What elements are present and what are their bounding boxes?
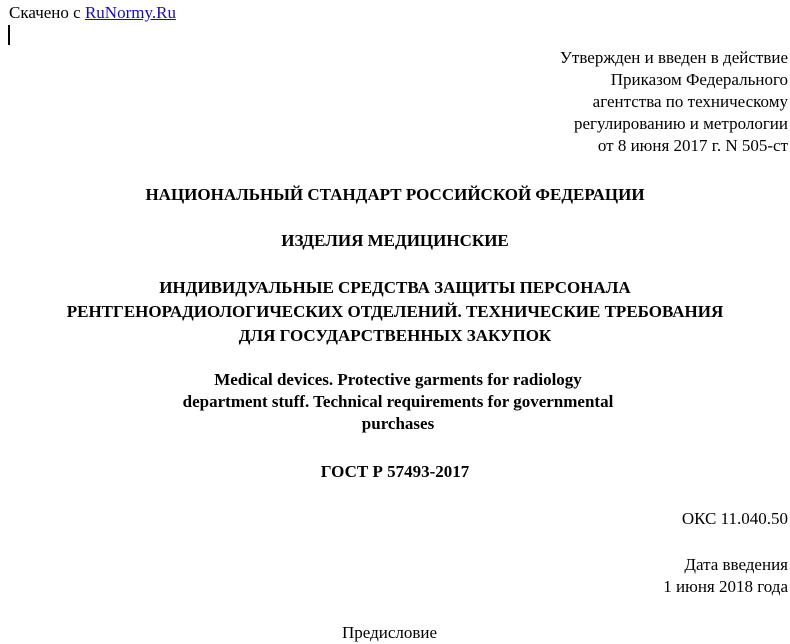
foreword-heading: Предисловие (342, 623, 438, 642)
subject-line: ДЛЯ ГОСУДАРСТВЕННЫХ ЗАКУПОК (238, 326, 552, 345)
products-text: ИЗДЕЛИЯ МЕДИЦИНСКИЕ (281, 231, 509, 250)
approval-line: агентства по техническому (592, 92, 788, 111)
english-line: purchases (361, 414, 435, 433)
oks-code: ОКС 11.040.50 (681, 509, 788, 528)
national-standard-title (0, 184, 790, 206)
effective-date-block (663, 554, 788, 598)
english-title (0, 369, 790, 435)
approval-line: от 8 июня 2017 г. N 505-ст (597, 136, 788, 155)
subject-line: РЕНТГЕНОРАДИОЛОГИЧЕСКИХ ОТДЕЛЕНИЙ. ТЕХНИЧЕСКИЕ ТРЕБОВАНИЯ (66, 302, 724, 321)
effective-date-label: Дата введения (684, 555, 788, 574)
products-title (0, 230, 790, 252)
subject-line: ИНДИВИДУАЛЬНЫЕ СРЕДСТВА ЗАЩИТЫ ПЕРСОНАЛА (159, 278, 631, 297)
text-cursor (8, 25, 10, 45)
national-standard-text: НАЦИОНАЛЬНЫЙ СТАНДАРТ РОССИЙСКОЙ ФЕДЕРАЦИИ (145, 185, 645, 204)
source-line (9, 3, 176, 23)
approval-line: Утвержден и введен в действие (559, 48, 788, 67)
gost-number (0, 461, 790, 483)
gost-text: ГОСТ Р 57493-2017 (320, 462, 470, 481)
approval-block (560, 47, 788, 157)
source-link[interactable]: RuNormy.Ru (84, 3, 176, 22)
english-line: department stuff. Technical requirements for governmental (182, 392, 614, 411)
source-prefix: Скачено с (9, 3, 85, 22)
effective-date-value: 1 июня 2018 года (663, 577, 788, 596)
english-line: Medical devices. Protective garments for radiology (214, 370, 582, 389)
approval-line: Приказом Федерального (610, 70, 788, 89)
approval-line: регулированию и метрологии (573, 114, 788, 133)
subject-title (0, 276, 790, 348)
